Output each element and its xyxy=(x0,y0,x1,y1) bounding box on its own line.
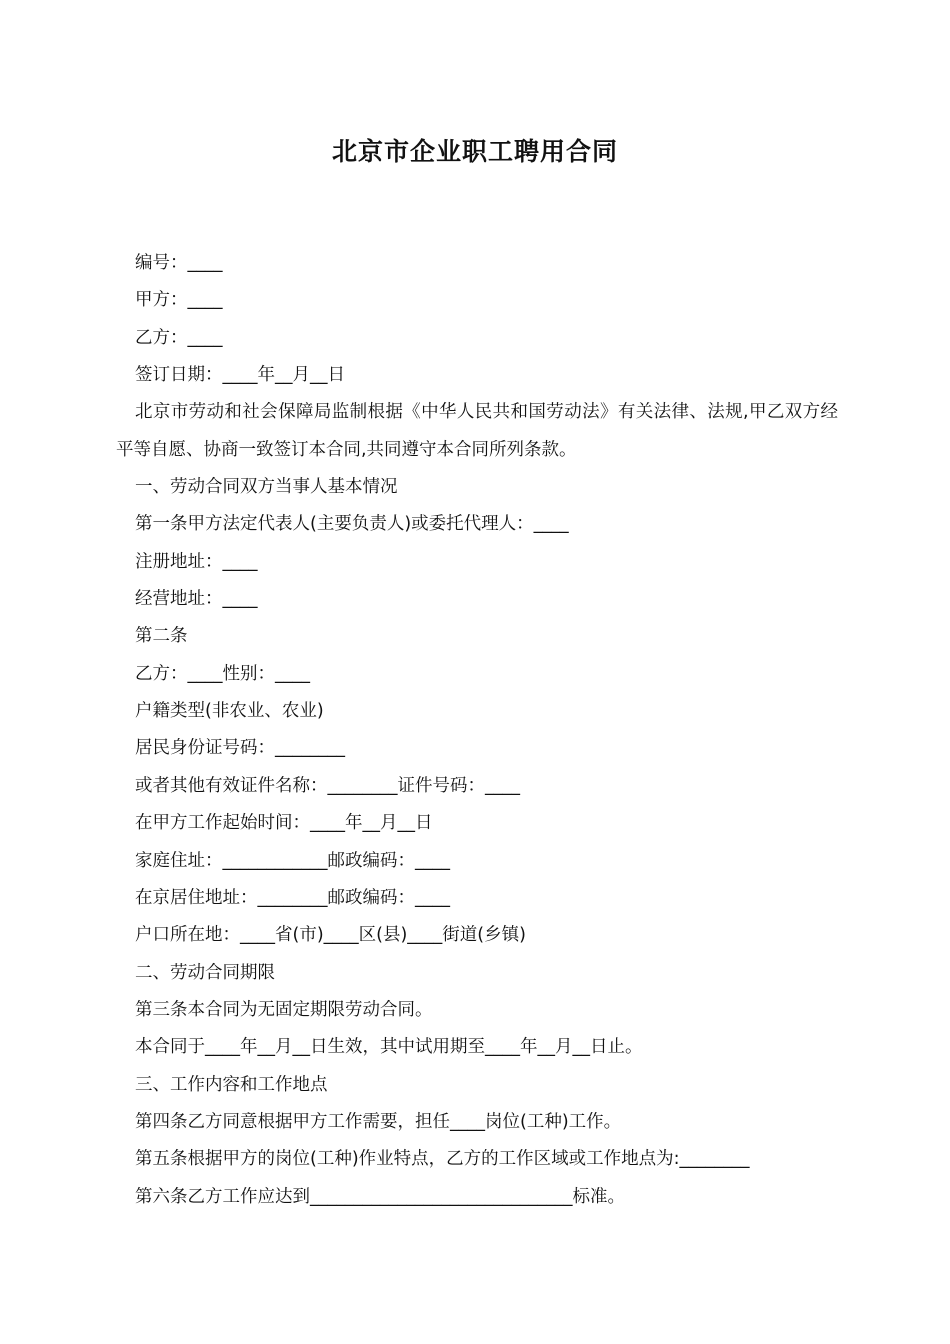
paragraph-id-number: 居民身份证号码：________ xyxy=(135,738,345,759)
paragraph-start-date: 在甲方工作起始时间：____年__月__日 xyxy=(135,813,433,834)
paragraph-article-4: 第四条乙方同意根据甲方工作需要，担任____岗位(工种)工作。 xyxy=(135,1111,622,1132)
paragraph-hukou-location: 户口所在地：____省(市)____区(县)____街道(乡镇) xyxy=(135,925,526,946)
document-body xyxy=(116,245,838,1216)
paragraph-article-1: 第一条甲方法定代表人(主要负责人)或委托代理人：____ xyxy=(135,514,569,535)
section-heading-1: 一、劳动合同双方当事人基本情况 xyxy=(135,477,398,498)
paragraph-business-address: 经营地址：____ xyxy=(135,589,258,610)
paragraph-household-type: 户籍类型(非农业、农业) xyxy=(135,701,324,722)
paragraph-article-3: 第三条本合同为无固定期限劳动合同。 xyxy=(135,999,433,1020)
paragraph-party-b-gender: 乙方：____性别：____ xyxy=(135,663,310,684)
paragraph-other-certificate: 或者其他有效证件名称：________证件号码：____ xyxy=(135,775,520,796)
paragraph-article-2: 第二条 xyxy=(135,626,188,647)
paragraph-effective-date: 本合同于____年__月__日生效，其中试用期至____年__月__日止。 xyxy=(135,1037,643,1058)
page-title: 北京市企业职工聘用合同 xyxy=(331,137,618,166)
paragraph-registered-address: 注册地址：____ xyxy=(135,551,258,572)
section-heading-2: 二、劳动合同期限 xyxy=(135,962,275,983)
paragraph-contract-number: 编号：____ xyxy=(135,253,223,273)
paragraph-home-address: 家庭住址：____________邮政编码：____ xyxy=(135,850,450,871)
paragraph-beijing-address: 在京居住地址：________邮政编码：____ xyxy=(135,887,450,908)
paragraph-article-5: 第五条根据甲方的岗位(工种)作业特点，乙方的工作区域或工作地点为:________ xyxy=(135,1149,750,1170)
paragraph-preamble: 北京市劳动和社会保障局监制根据《中华人民共和国劳动法》有关法律、法规,甲乙双方经平等自愿、协商一致签订本合同,共同遵守本合同所列条款。 xyxy=(116,402,838,460)
paragraph-article-6: 第六条乙方工作应达到______________________________标准。 xyxy=(135,1186,625,1207)
paragraph-party-b: 乙方：____ xyxy=(135,327,223,348)
paragraph-party-a: 甲方：____ xyxy=(135,290,223,311)
section-heading-3: 三、工作内容和工作地点 xyxy=(135,1074,328,1095)
paragraph-signing-date: 签订日期：____年__月__日 xyxy=(135,365,345,386)
